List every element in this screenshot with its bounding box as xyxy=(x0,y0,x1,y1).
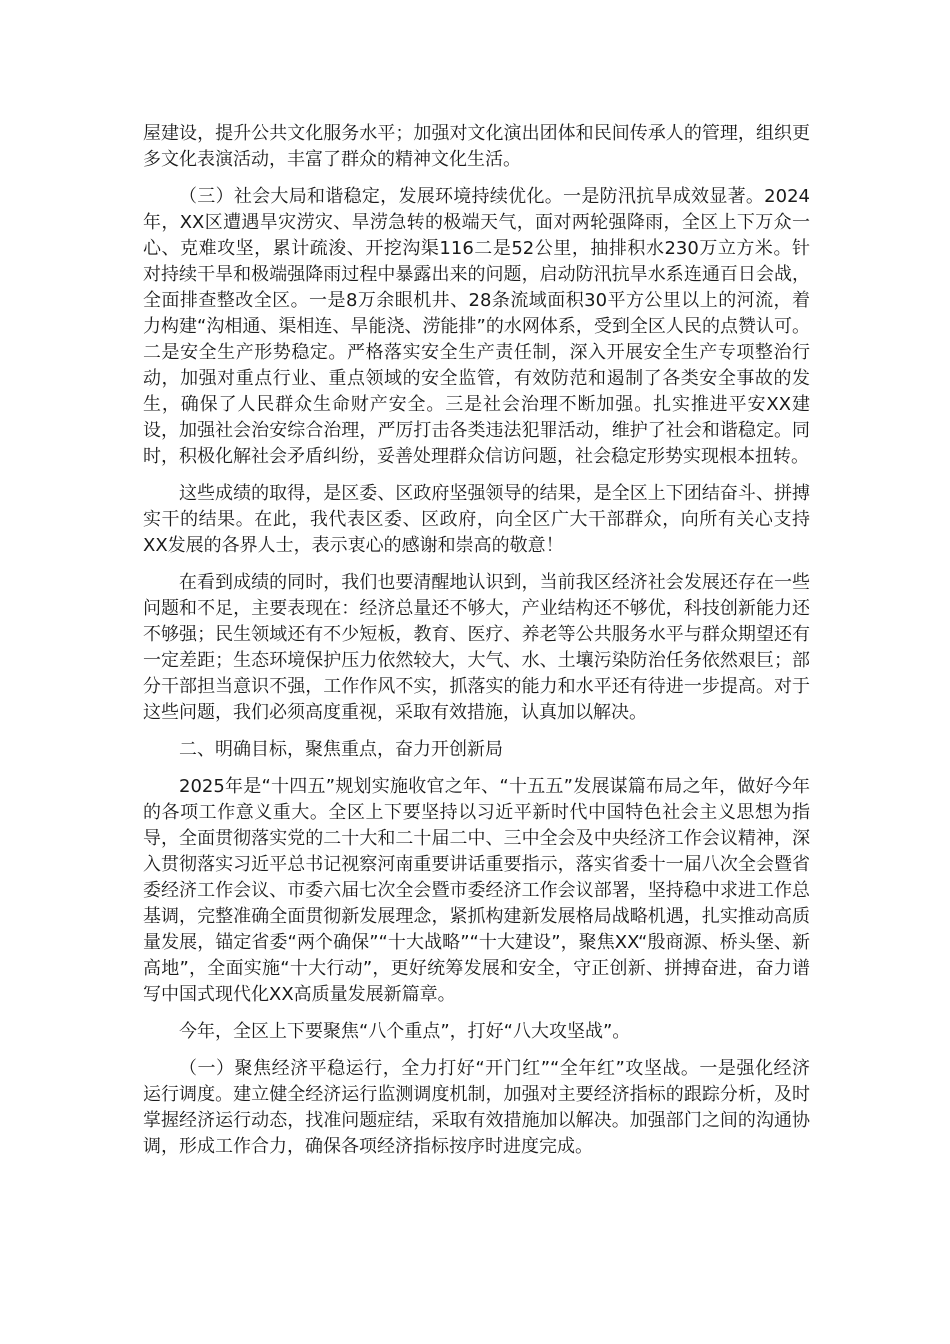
paragraph-economic-operation: （一）聚焦经济平稳运行，全力打好“开门红”“全年红”攻坚战。一是强化经济运行调度。建立健全经济运行监测调度机制，加强对主要经济指标的跟踪分析，及时掌握经济运行动态，找准问题症结，采取有效措施加以解决。加强部门之间的沟通协调，形成工作合力，确保各项经济指标按序时进度完成。 xyxy=(143,1058,810,1157)
document-body xyxy=(143,121,810,1171)
paragraph-gratitude: 这些成绩的取得，是区委、区政府坚强领导的结果，是全区上下团结奋斗、拼搏实干的结果。在此，我代表区委、区政府，向全区广大干部群众，向所有关心支持XX发展的各界人士，表示衷心的感谢和崇高的敬意！ xyxy=(143,483,810,556)
paragraph-continuation: 屋建设，提升公共文化服务水平；加强对文化演出团体和民间传承人的管理，组织更多文化表演活动，丰富了群众的精神文化生活。 xyxy=(143,123,810,170)
paragraph-eight-priorities: 今年，全区上下要聚焦“八个重点”，打好“八大攻坚战”。 xyxy=(179,1021,631,1042)
section-heading-goals: 二、明确目标，聚焦重点，奋力开创新局 xyxy=(179,739,503,760)
paragraph-problems: 在看到成绩的同时，我们也要清醒地认识到，当前我区经济社会发展还存在一些问题和不足，主要表现在：经济总量还不够大，产业结构还不够优，科技创新能力还不够强；民生领域还有不少短板，教育、医疗、养老等公共服务水平与群众期望还有一定差距；生态环境保护压力依然较大，大气、水、土壤污染防治任务依然艰巨；部分干部担当意识不强，工作作风不实，抓落实的能力和水平还有待进一步提高。对于这些问题，我们必须高度重视，采取有效措施，认真加以解决。 xyxy=(143,572,810,723)
paragraph-2025-guidance: 2025年是“十四五”规划实施收官之年、“十五五”发展谋篇布局之年，做好今年的各项工作意义重大。全区上下要坚持以习近平新时代中国特色社会主义思想为指导，全面贯彻落实党的二十大和二十届二中、三中全会及中央经济工作会议精神，深入贯彻落实习近平总书记视察河南重要讲话重要指示，落实省委十一届八次全会暨省委经济工作会议、市委六届七次全会暨市委经济工作会议部署，坚持稳中求进工作总基调，完整准确全面贯彻新发展理念，紧抓构建新发展格局战略机遇，扎实推动高质量发展，锚定省委“两个确保”“十大战略”“十大建设”，聚焦XX“殷商源、桥头堡、新高地”，全面实施“十大行动”，更好统筹发展和安全，守正创新、拼搏奋进，奋力谱写中国式现代化XX高质量发展新篇章。 xyxy=(143,776,810,1005)
paragraph-social-stability: （三）社会大局和谐稳定，发展环境持续优化。一是防汛抗旱成效显著。2024年，XX区遭遇旱灾涝灾、旱涝急转的极端天气，面对两轮强降雨，全区上下万众一心、克难攻坚，累计疏浚、开挖沟渠116二是52公里，抽排积水230万立方米。针对持续干旱和极端强降雨过程中暴露出来的问题，启动防汛抗旱水系连通百日会战，全面排查整改全区。一是8万余眼机井、28条流域面积30平方公里以上的河流，着力构建“沟相通、渠相连、旱能浇、涝能排”的水网体系，受到全区人民的点赞认可。二是安全生产形势稳定。严格落实安全生产责任制，深入开展安全生产专项整治行动，加强对重点行业、重点领域的安全监管，有效防范和遏制了各类安全事故的发生，确保了人民群众生命财产安全。三是社会治理不断加强。扎实推进平安XX建设，加强社会治安综合治理，严厉打击各类违法犯罪活动，维护了社会和谐稳定。同时，积极化解社会矛盾纠纷，妥善处理群众信访问题，社会稳定形势实现根本扭转。 xyxy=(143,186,810,467)
